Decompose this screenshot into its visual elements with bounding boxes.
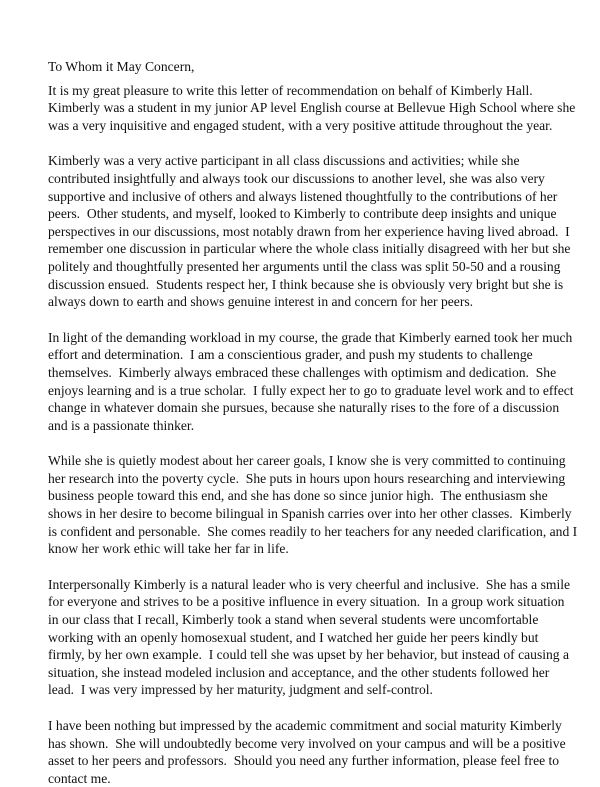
paragraph-line: and is a passionate thinker. bbox=[48, 417, 195, 433]
paragraph-line: know her work ethic will take her far in life. bbox=[48, 541, 289, 557]
letter-body bbox=[48, 82, 578, 787]
paragraph-line: has shown. She will undoubtedly become very involved on your campus and will be a positive bbox=[48, 735, 566, 751]
paragraph-line: In light of the demanding workload in my course, the grade that Kimberly earned took her much bbox=[48, 329, 573, 345]
paragraph-line: remember one discussion in particular where the whole class initially disagreed with her but she bbox=[48, 241, 571, 257]
paragraph-line: asset to her peers and professors. Should you need any further information, please feel free to bbox=[48, 753, 560, 769]
paragraph-line: situation, she instead modeled inclusion and acceptance, and the other students followed her bbox=[48, 664, 550, 680]
paragraph-line: discussion ensued. Students respect her, I think because she is obviously very bright but she is bbox=[48, 276, 564, 292]
paragraph-line: I have been nothing but impressed by the academic commitment and social maturity Kimberly bbox=[48, 718, 562, 733]
paragraph-line: effort and determination. I am a conscientious grader, and push my students to challenge bbox=[48, 347, 533, 363]
paragraph-line: peers. Other students, and myself, looked to Kimberly to contribute deep insights and unique bbox=[48, 206, 557, 222]
paragraph-line: was a very inquisitive and engaged student, with a very positive attitude throughout the year. bbox=[48, 117, 553, 133]
paragraph-line: While she is quietly modest about her career goals, I know she is very committed to continuing bbox=[48, 453, 566, 469]
paragraph-line: politely and thoughtfully presented her arguments until the class was split 50-50 and a rousing bbox=[48, 258, 561, 274]
paragraph-6 bbox=[48, 717, 570, 787]
paragraph-line: business people toward this end, and she has done so since junior high. The enthusiasm she bbox=[48, 488, 548, 504]
paragraph-line: firmly, by her own example. I could tell she was upset by her behavior, but instead of causing a bbox=[48, 647, 570, 663]
paragraph-line: It is my great pleasure to write this letter of recommendation on behalf of Kimberly Hall. bbox=[48, 82, 533, 98]
paragraph-line: lead. I was very impressed by her maturity, judgment and self-control. bbox=[48, 682, 433, 698]
paragraph-line: change in whatever domain she pursues, because she naturally rises to the fore of a discussion bbox=[48, 400, 560, 416]
paragraph-line: perspectives in our discussions, most notably drawn from her experience having lived abroad. I bbox=[48, 223, 570, 239]
paragraph-line: supportive and inclusive of others and always listened thoughtfully to the contributions of her bbox=[48, 188, 558, 204]
paragraph-line: enjoys learning and is a true scholar. I fully expect her to go to graduate level work and to effect bbox=[48, 382, 574, 398]
paragraph-line: Interpersonally Kimberly is a natural leader who is very cheerful and inclusive. She has a smile bbox=[48, 576, 571, 592]
paragraph-line: always down to earth and shows genuine interest in and concern for her peers. bbox=[48, 294, 474, 310]
paragraph-line: shows in her desire to become bilingual in Spanish carries over into her other classes. Kimberly bbox=[48, 506, 572, 522]
salutation: To Whom it May Concern, bbox=[48, 59, 195, 74]
paragraph-5 bbox=[48, 576, 570, 699]
paragraph-3 bbox=[48, 329, 574, 435]
paragraph-4 bbox=[48, 452, 578, 558]
paragraph-1 bbox=[48, 82, 576, 135]
paragraph-line: working with an openly homosexual student, and I watched her guide her peers kindly but bbox=[48, 629, 539, 645]
paragraph-line: in our class that I recall, Kimberly took a stand when several students were uncomfortable bbox=[48, 612, 539, 628]
paragraph-line: for everyone and strives to be a positive influence in every situation. In a group work situation bbox=[48, 594, 565, 610]
paragraph-line: Kimberly was a very active participant in all class discussions and activities; while she bbox=[48, 153, 520, 169]
paragraph-line: her research into the poverty cycle. She puts in hours upon hours researching and interviewing bbox=[48, 470, 566, 486]
paragraph-2 bbox=[48, 152, 570, 310]
paragraph-line: is confident and personable. She comes readily to her teachers for any needed clarification, and I bbox=[48, 523, 578, 539]
paragraph-line: contributed insightfully and always took our discussions to another level, she was also very bbox=[48, 170, 545, 186]
paragraph-line: Kimberly was a student in my junior AP level English course at Bellevue High School where she bbox=[48, 100, 576, 116]
paragraph-line: themselves. Kimberly always embraced these challenges with optimism and dedication. She bbox=[48, 364, 557, 380]
paragraph-line: contact me. bbox=[48, 770, 111, 786]
